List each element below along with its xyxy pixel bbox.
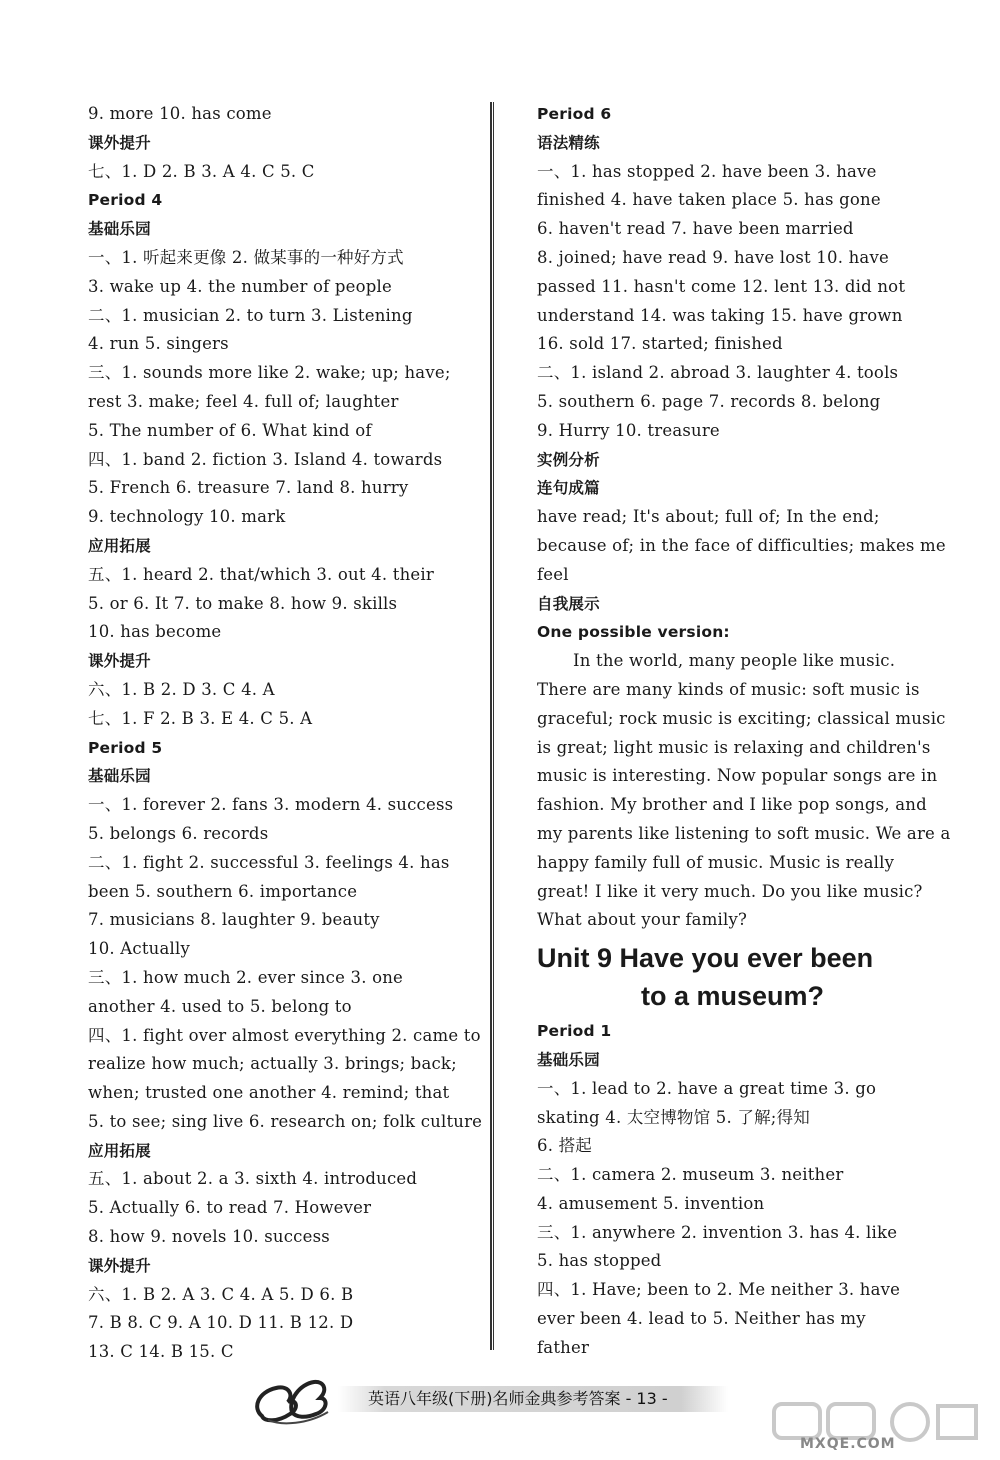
- section-heading: 课外提升: [88, 652, 151, 671]
- left-column: [88, 100, 483, 1367]
- answer-line: 七、1. F 2. B 3. E 4. C 5. A: [88, 708, 313, 728]
- answer-line: 四、1. fight over almost everything 2. came to: [88, 1025, 481, 1045]
- answer-line: 9. technology 10. mark: [88, 507, 286, 527]
- answer-line: 二、1. island 2. abroad 3. laughter 4. tools: [537, 363, 899, 383]
- answer-line: 5. or 6. It 7. to make 8. how 9. skills: [88, 593, 398, 613]
- section-heading: Period 5: [88, 738, 163, 757]
- answer-line: my parents like listening to soft music. We are a: [537, 823, 951, 843]
- section-heading: 课外提升: [88, 1256, 151, 1275]
- answer-line: graceful; rock music is exciting; classical music: [537, 708, 946, 728]
- unit-9-period-1-section: [537, 1017, 905, 1363]
- answer-line: skating 4. 太空博物馆 5. 了解;得知: [537, 1107, 810, 1127]
- period-6-section: [537, 100, 951, 935]
- section-heading: 连句成篇: [537, 479, 600, 498]
- section-heading: 基础乐园: [88, 767, 151, 786]
- answer-line: 三、1. how much 2. ever since 3. one: [88, 967, 404, 987]
- answer-line: when; trusted one another 4. remind; that: [88, 1083, 450, 1103]
- answer-line: 5. French 6. treasure 7. land 8. hurry: [88, 478, 409, 498]
- answer-line: 5. southern 6. page 7. records 8. belong: [537, 391, 881, 411]
- page-footer: [248, 1372, 738, 1428]
- unit-title-line2: to a museum?: [641, 981, 825, 1012]
- answer-line: 6. haven't read 7. have been married: [537, 219, 854, 239]
- answer-line: 七、1. D 2. B 3. A 4. C 5. C: [88, 161, 315, 181]
- answer-line: 四、1. band 2. fiction 3. Island 4. towards: [88, 449, 443, 469]
- answer-line: 4. run 5. singers: [88, 334, 229, 354]
- answer-line: 六、1. B 2. A 3. C 4. A 5. D 6. B: [88, 1284, 354, 1304]
- answer-line: 三、1. sounds more like 2. wake; up; have;: [88, 363, 451, 383]
- section-heading: Period 6: [537, 105, 612, 123]
- answer-line: 10. Actually: [88, 939, 191, 959]
- answer-line: 5. has stopped: [537, 1251, 662, 1271]
- answer-line: 一、1. lead to 2. have a great time 3. go: [537, 1078, 877, 1098]
- answer-line: great! I like it very much. Do you like music?: [537, 881, 923, 901]
- column-divider: [490, 102, 494, 1350]
- answer-line: finished 4. have taken place 5. has gone: [537, 190, 881, 210]
- answer-line: is great; light music is relaxing and children's: [537, 737, 931, 757]
- unit-heading: [537, 939, 905, 1015]
- answer-line: There are many kinds of music: soft music is: [537, 679, 920, 699]
- answer-line: understand 14. was taking 15. have grown: [537, 305, 903, 325]
- section-heading: 课外提升: [88, 133, 151, 152]
- answer-line: What about your family?: [537, 910, 748, 930]
- right-column: [537, 100, 951, 1363]
- answer-line: 一、1. forever 2. fans 3. modern 4. success: [88, 795, 454, 815]
- answer-line: happy family full of music. Music is really: [537, 852, 895, 872]
- footer-text: 英语八年级(下册)名师金典参考答案 - 13 -: [368, 1389, 668, 1408]
- answer-line: 三、1. anywhere 2. invention 3. has 4. like: [537, 1222, 898, 1242]
- answer-line: 4. amusement 5. invention: [537, 1193, 765, 1213]
- answer-line: 13. C 14. B 15. C: [88, 1342, 234, 1362]
- answer-line: 六、1. B 2. D 3. C 4. A: [88, 679, 275, 699]
- answer-line: another 4. used to 5. belong to: [88, 996, 352, 1016]
- watermark-text: MXQE.COM: [800, 1436, 896, 1452]
- answer-line: 一、1. has stopped 2. have been 3. have: [537, 161, 877, 181]
- answer-line: ever been 4. lead to 5. Neither has my: [537, 1309, 866, 1329]
- answer-line: 5. to see; sing live 6. research on; folk culture: [88, 1111, 483, 1131]
- answer-line: been 5. southern 6. importance: [88, 881, 358, 901]
- answer-line: 一、1. 听起来更像 2. 做某事的一种好方式: [88, 247, 404, 267]
- answer-line: 二、1. camera 2. museum 3. neither: [537, 1165, 844, 1185]
- publisher-logo-icon: [248, 1372, 338, 1428]
- answer-line: 二、1. musician 2. to turn 3. Listening: [88, 305, 413, 325]
- answer-line: 3. wake up 4. the number of people: [88, 276, 392, 296]
- answer-line: 五、1. heard 2. that/which 3. out 4. their: [88, 564, 434, 584]
- section-heading: 语法精练: [537, 133, 600, 152]
- answer-line: fashion. My brother and I like pop songs, and: [537, 795, 927, 815]
- answer-line: feel: [537, 564, 569, 584]
- answer-line: 四、1. Have; been to 2. Me neither 3. have: [537, 1280, 901, 1300]
- answer-line: 5. belongs 6. records: [88, 823, 269, 843]
- answer-line: music is interesting. Now popular songs are in: [537, 766, 938, 786]
- section-heading: One possible version:: [537, 623, 730, 642]
- answer-line: passed 11. hasn't come 12. lent 13. did not: [537, 276, 906, 296]
- answer-line: 8. joined; have read 9. have lost 10. have: [537, 247, 889, 267]
- section-heading: Period 4: [88, 191, 163, 210]
- section-heading: 自我展示: [537, 594, 600, 613]
- answer-line: 7. musicians 8. laughter 9. beauty: [88, 910, 380, 930]
- answer-line: father: [537, 1337, 590, 1357]
- answer-line: 16. sold 17. started; finished: [537, 334, 783, 354]
- answer-line: 7. B 8. C 9. A 10. D 11. B 12. D: [88, 1313, 354, 1333]
- answer-line: 8. how 9. novels 10. success: [88, 1227, 330, 1247]
- answer-line: 10. has become: [88, 622, 222, 642]
- section-heading: 实例分析: [537, 450, 600, 469]
- section-heading: 基础乐园: [537, 1050, 600, 1069]
- unit-title-line1: Unit 9 Have you ever been: [537, 943, 874, 974]
- answer-line: 6. 搭起: [537, 1136, 592, 1156]
- section-heading: 应用拓展: [88, 1141, 151, 1160]
- answer-line: rest 3. make; feel 4. full of; laughter: [88, 391, 399, 411]
- answer-line: 五、1. about 2. a 3. sixth 4. introduced: [88, 1169, 418, 1189]
- answer-line: 9. Hurry 10. treasure: [537, 420, 720, 440]
- answer-line: realize how much; actually 3. brings; back;: [88, 1054, 457, 1074]
- answer-line: 9. more 10. has come: [88, 104, 272, 123]
- answer-line: have read; It's about; full of; In the end;: [537, 507, 880, 527]
- answer-line: 5. Actually 6. to read 7. However: [88, 1198, 372, 1218]
- answer-line: 二、1. fight 2. successful 3. feelings 4. has: [88, 852, 450, 872]
- answer-line: In the world, many people like music.: [573, 651, 896, 671]
- answer-line: 5. The number of 6. What kind of: [88, 420, 372, 440]
- section-heading: 应用拓展: [88, 536, 151, 555]
- answer-line: because of; in the face of difficulties; makes me: [537, 535, 946, 555]
- section-heading: Period 1: [537, 1022, 612, 1041]
- section-heading: 基础乐园: [88, 220, 151, 239]
